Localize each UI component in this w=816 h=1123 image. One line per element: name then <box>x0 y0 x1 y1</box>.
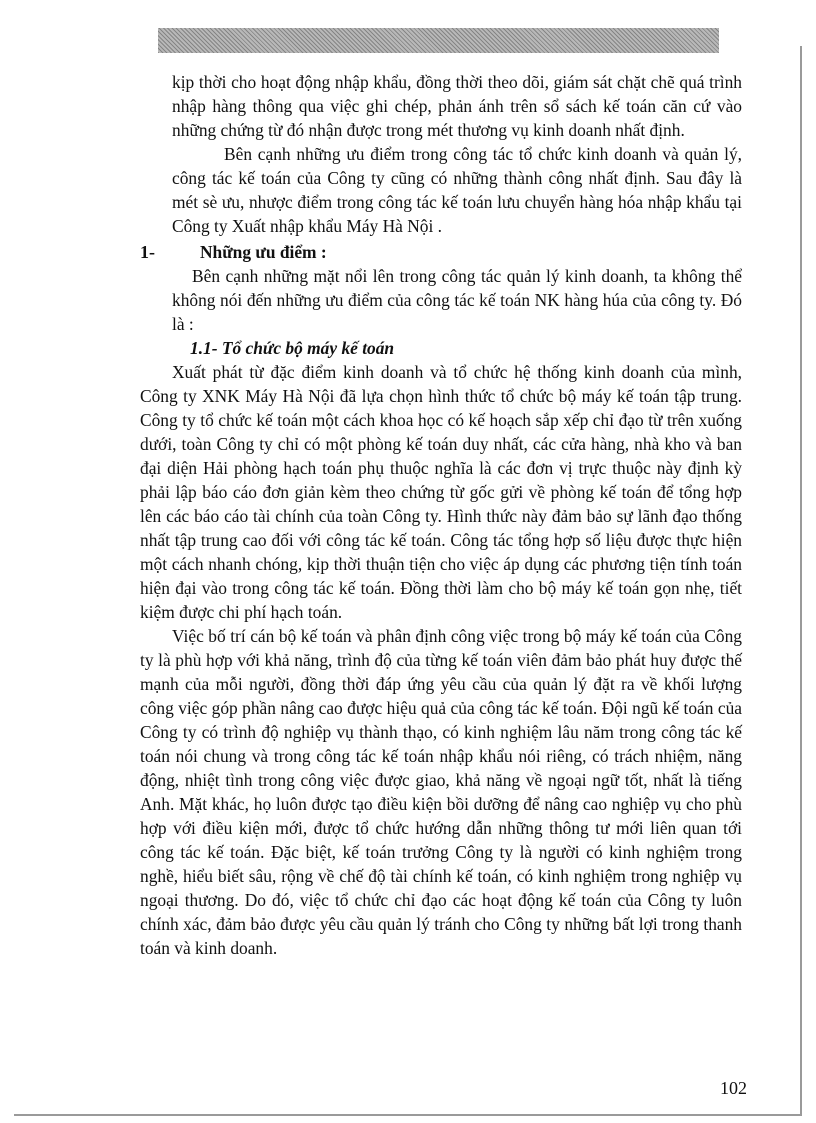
frame-right-edge <box>800 46 802 1116</box>
frame-bottom-edge <box>14 1114 802 1116</box>
page-number: 102 <box>720 1078 747 1098</box>
section-number: 1- <box>140 242 155 262</box>
section-heading <box>140 240 742 264</box>
subsection-heading: 1.1- Tổ chức bộ máy kế toán <box>190 338 395 358</box>
paragraph-intro: kịp thời cho hoạt động nhập khẩu, đồng thời theo dõi, giám sát chặt chẽ quá trình nhập hàng thông qua việc ghi chép, phản ánh trên sổ sách kế toán căn cứ vào những chứng từ đó nhận được trong mét thương vụ kinh doanh nhất định. <box>172 72 742 140</box>
subsection-body <box>140 360 742 960</box>
paragraph-advantages-intro: Bên cạnh những ưu điểm trong công tác tổ chức kinh doanh và quản lý, công tác kế toán của Công ty cũng có những thành công nhất định. Sau đây là mét sè ưu, nhược điểm trong công tác kế toán lưu chuyển hàng hóa nhập khẩu tại Công ty Xuất nhập khẩu Máy Hà Nội . <box>172 144 742 236</box>
paragraph-section-intro: Bên cạnh những mặt nổi lên trong công tác quản lý kinh doanh, ta không thể không nói đến những ưu điểm của công tác kế toán NK hàng húa của công ty. Đó là : <box>172 266 742 334</box>
paragraph-organization: Xuất phát từ đặc điểm kinh doanh và tổ chức hệ thống kinh doanh của mình, Công ty XNK Máy Hà Nội đã lựa chọn hình thức tổ chức bộ máy kế toán tập trung. Công ty tổ chức kế toán một cách khoa học có kế hoạch sắp xếp chỉ đạo từ trên xuống dưới, toàn Công ty chỉ có một phòng kế toán duy nhất, các cửa hàng, nhà kho và ban đại diện Hải phòng hạch toán phụ thuộc nghĩa là các đơn vị trực thuộc này định kỳ phải lập báo cáo đơn giản kèm theo chứng từ gốc gửi về phòng kế toán để tổng hợp lên các báo cáo tài chính của toàn Công ty. Hình thức này đảm bảo sự lãnh đạo thống nhất tập trung cao đối với công tác kế toán. Công tác tổng hợp số liệu được thực hiện một cách nhanh chóng, kịp thời thuận tiện cho việc áp dụng các phương tiện tính toán hiện đại vào trong công tác kế toán. Đồng thời làm cho bộ máy kế toán gọn nhẹ, tiết kiệm được chi phí hạch toán. <box>140 362 742 622</box>
paragraph-staffing: Việc bố trí cán bộ kế toán và phân định công việc trong bộ máy kế toán của Công ty là phù hợp với khả năng, trình độ của từng kế toán viên đảm bảo phát huy được thế mạnh của mỗi người, đồng thời đáp ứng yêu cầu của quản lý đặt ra về khối lượng công việc góp phần nâng cao được hiệu quả của công tác kế toán. Đội ngũ kế toán của Công ty có trình độ nghiệp vụ thành thạo, có kinh nghiệm lâu năm trong công tác kế toán nói chung và trong công tác kế toán nhập khẩu nói riêng, có trách nhiệm, năng động, nhiệt tình trong công việc được giao, khả năng về ngoại ngữ tốt, nhất là tiếng Anh. Mặt khác, họ luôn được tạo điều kiện bồi dưỡng để nâng cao nghiệp vụ cho phù hợp với điều kiện mới, được tổ chức hướng dẫn những thông tư mới liên quan tới công tác kế toán. Đặc biệt, kế toán trưởng Công ty là người có kinh nghiệm trong nghề, hiểu biết sâu, rộng về chế độ tài chính kế toán, có kinh nghiệm trong nghiệp vụ ngoại thương. Do đó, việc tổ chức chỉ đạo các hoạt động kế toán của Công ty luôn chính xác, đảm bảo được yêu cầu quản lý tránh cho Công ty những bất lợi trong thanh toán và kinh doanh. <box>140 626 742 958</box>
section-title: Những ưu điểm : <box>200 242 327 262</box>
document-body <box>140 70 742 960</box>
